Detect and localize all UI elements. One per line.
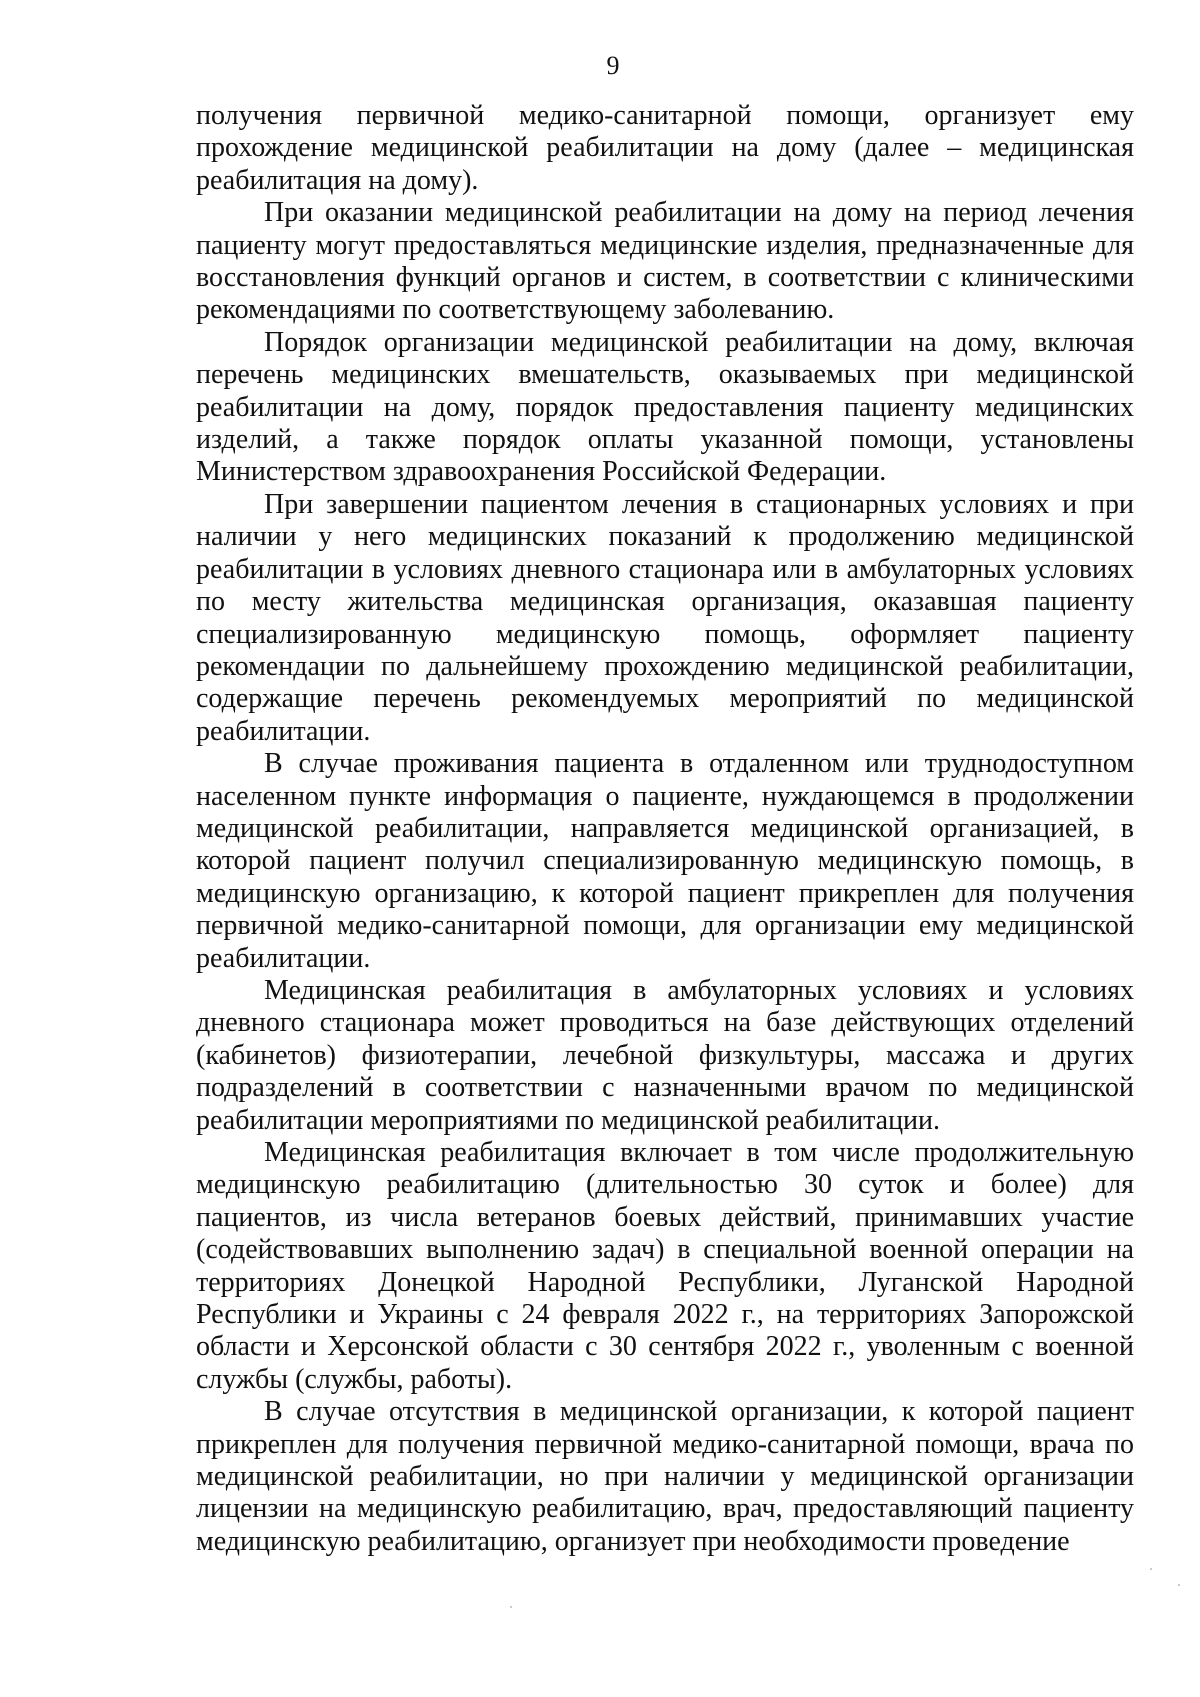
scan-speck: [510, 1606, 512, 1608]
paragraph-last: В случае отсутствия в медицинской организации, к которой пациент прикреплен для получения первичной медико-санитарной помощи, врача по медицинской реабилитации, но при наличии у медицинской организации лицензии на медицинскую реабилитацию, врач, предоставляющий пациенту медицинскую реабилитацию, организует при необходимости проведение: [196, 1396, 1134, 1557]
page-number: 9: [606, 51, 620, 80]
paragraph: При оказании медицинской реабилитации на дому на период лечения пациенту могут предоставляться медицинские изделия, предназначенные для восстановления функций органов и систем, в соответствии с клиническими рекомендациями по соответствующему заболеванию.: [196, 197, 1134, 326]
paragraph: Медицинская реабилитация в амбулаторных условиях и условиях дневного стационара может проводиться на базе действующих отделений (кабинетов) физиотерапии, лечебной физкультуры, массажа и других подразделений в соответствии с назначенными врачом по медицинской реабилитации мероприятиями по медицинской реабилитации.: [196, 974, 1134, 1136]
paragraph: Медицинская реабилитация включает в том числе продолжительную медицинскую реабилитацию (длительностью 30 суток и более) для пациентов, из числа ветеранов боевых действий, принимавших участие (содействовавших выполнению задач) в специальной военной операции на территориях Донецкой Народной Республики, Луганской Народной Республики и Украины с 24 февраля 2022 г., на территориях Запорожской области и Херсонской области с 30 сентября 2022 г., уволенным с военной службы (службы, работы).: [196, 1137, 1134, 1395]
paragraph: Порядок организации медицинской реабилитации на дому, включая перечень медицинских вмешательств, оказываемых при медицинской реабилитации на дому, порядок предоставления пациенту медицинских изделий, а также порядок оплаты указанной помощи, установлены Министерством здравоохранения Российской Федерации.: [196, 326, 1134, 488]
paragraph: При завершении пациентом лечения в стационарных условиях и при наличии у него медицинских показаний к продолжению медицинской реабилитации в условиях дневного стационара или в амбулаторных условиях по месту жительства медицинская организация, оказавшая пациенту специализированную медицинскую помощь, оформляет пациенту рекомендации по дальнейшему прохождению медицинской реабилитации, содержащие перечень рекомендуемых мероприятий по медицинской реабилитации.: [196, 488, 1134, 747]
scan-speck: [1150, 1568, 1152, 1570]
document-body: [196, 100, 1134, 1558]
scan-speck: [1178, 1584, 1180, 1586]
paragraph: В случае проживания пациента в отдаленном или труднодоступном населенном пункте информация о пациенте, нуждающемся в продолжении медицинской реабилитации, направляется медицинской организацией, в которой пациент получил специализированную медицинскую помощь, в медицинскую организацию, к которой пациент прикреплен для получения первичной медико-санитарной помощи, для организации ему медицинской реабилитации.: [196, 748, 1134, 974]
paragraph-continued: получения первичной медико-санитарной помощи, организует ему прохождение медицинской реабилитации на дому (далее – медицинская реабилитация на дому).: [196, 100, 1134, 196]
